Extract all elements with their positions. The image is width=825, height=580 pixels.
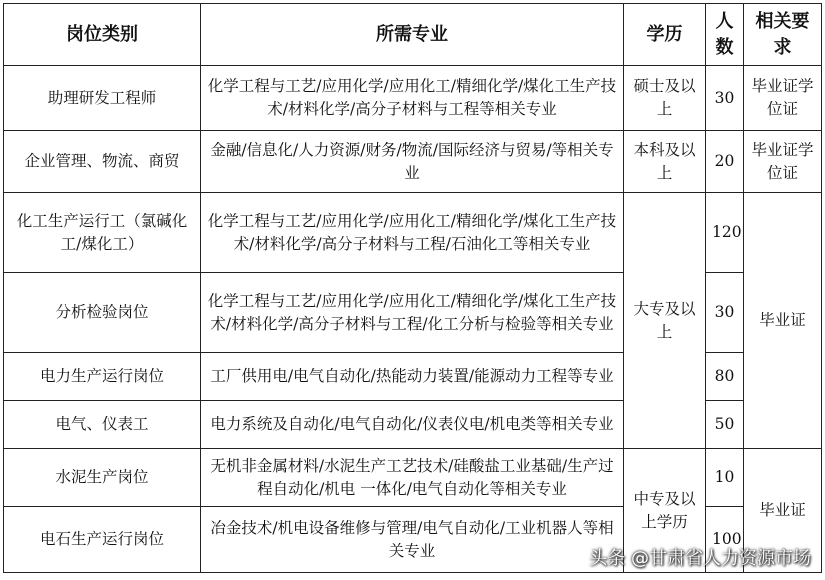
major-cell: 化学工程与工艺/应用化学/应用化工/精细化学/煤化工生产技术/材料化学/高分子材料与工程等相关专业 (201, 66, 624, 131)
count-cell: 20 (706, 131, 744, 193)
header-count: 人数 (706, 4, 744, 66)
requirement-cell: 毕业证 (744, 193, 822, 449)
education-cell: 大专及以上 (624, 193, 706, 449)
header-position: 岗位类别 (4, 4, 201, 66)
count-cell: 100 (706, 507, 744, 573)
count-cell: 30 (706, 273, 744, 353)
position-cell: 企业管理、物流、商贸 (4, 131, 201, 193)
position-cell: 助理研发工程师 (4, 66, 201, 131)
table-row (4, 449, 822, 507)
major-cell: 工厂供用电/电气自动化/热能动力装置/能源动力工程等专业 (201, 353, 624, 401)
major-cell: 冶金技术/机电设备维修与管理/电气自动化/工业机器人等相关专业 (201, 507, 624, 573)
table-row (4, 131, 822, 193)
position-cell: 分析检验岗位 (4, 273, 201, 353)
position-cell: 电石生产运行岗位 (4, 507, 201, 573)
position-cell: 化工生产运行工（氯碱化工/煤化工） (4, 193, 201, 273)
major-cell: 电力系统及自动化/电气自动化/仪表仪电/机电类等相关专业 (201, 401, 624, 449)
major-cell: 无机非金属材料/水泥生产工艺技术/硅酸盐工业基础/生产过程自动化/机电 一体化/电气自动化等相关专业 (201, 449, 624, 507)
education-cell: 硕士及以上 (624, 66, 706, 131)
header-requirement: 相关要求 (744, 4, 822, 66)
major-cell: 金融/信息化/人力资源/财务/物流/国际经济与贸易/等相关专业 (201, 131, 624, 193)
major-cell: 化学工程与工艺/应用化学/应用化工/精细化学/煤化工生产技术/材料化学/高分子材料与工程/化工分析与检验等相关专业 (201, 273, 624, 353)
watermark: 头条 @甘肃省人力资源市场 (589, 548, 811, 569)
header-major: 所需专业 (201, 4, 624, 66)
position-cell: 电气、仪表工 (4, 401, 201, 449)
count-cell: 80 (706, 353, 744, 401)
recruitment-table (3, 3, 822, 573)
position-cell: 水泥生产岗位 (4, 449, 201, 507)
education-cell: 中专及以上学历 (624, 449, 706, 573)
position-cell: 电力生产运行岗位 (4, 353, 201, 401)
table-row (4, 66, 822, 131)
table-row (4, 193, 822, 273)
count-cell: 120 (706, 193, 744, 273)
header-row (4, 4, 822, 66)
requirement-cell: 毕业证 (744, 449, 822, 573)
header-education: 学历 (624, 4, 706, 66)
requirement-cell: 毕业证学位证 (744, 131, 822, 193)
count-cell: 50 (706, 401, 744, 449)
count-cell: 10 (706, 449, 744, 507)
education-cell: 本科及以上 (624, 131, 706, 193)
major-cell: 化学工程与工艺/应用化学/应用化工/精细化学/煤化工生产技术/材料化学/高分子材料与工程/石油化工等相关专业 (201, 193, 624, 273)
requirement-cell: 毕业证学位证 (744, 66, 822, 131)
count-cell: 30 (706, 66, 744, 131)
